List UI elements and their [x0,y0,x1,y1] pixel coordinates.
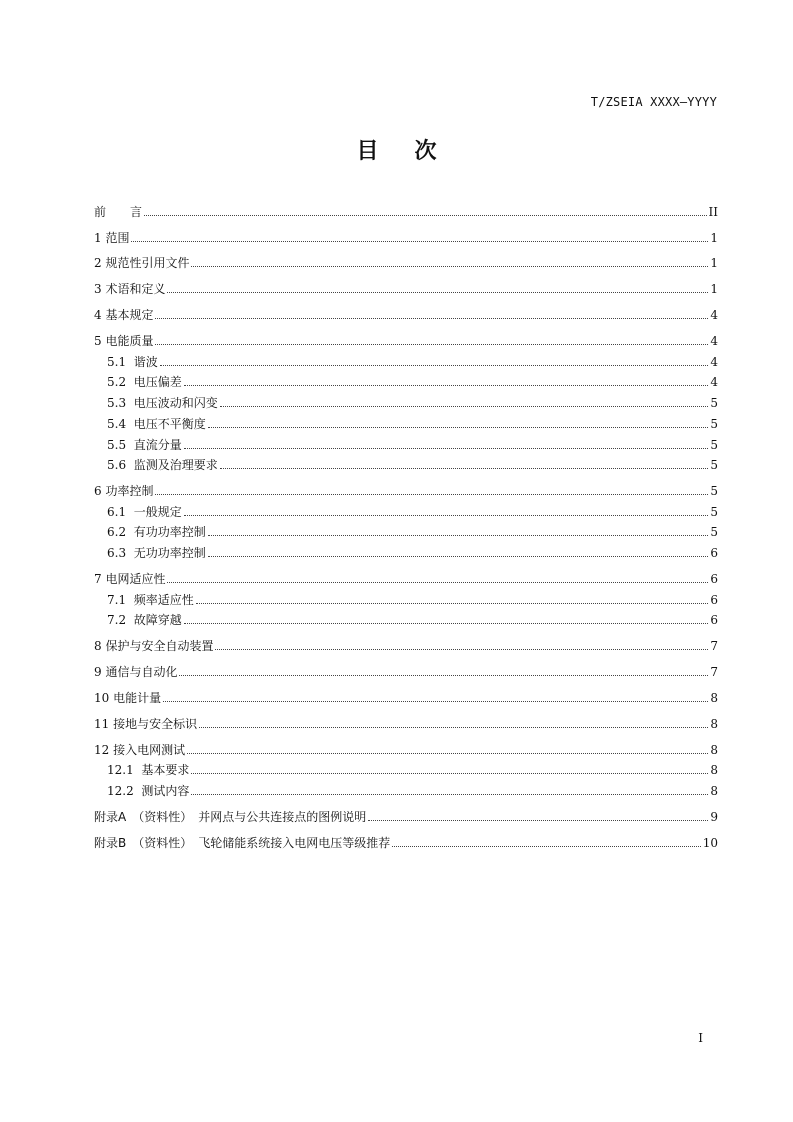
toc-entry[interactable] [94,565,718,586]
toc-entry[interactable] [94,803,718,824]
toc-dot-leader [155,494,708,495]
toc-entry-label: 5.1 谐波 [107,354,158,369]
toc-entry-page: 4 [710,308,718,323]
toc-entry-page: 8 [710,691,718,705]
toc-subentry[interactable] [94,431,718,452]
toc-entry-page: II [708,204,718,219]
toc-entry-page: 8 [710,742,718,757]
toc-entry-page: 5 [710,484,718,499]
toc-entry-label: 附录B （资料性） 飞轮储能系统接入电网电压等级推荐 [94,835,391,850]
document-code: T/ZSEIA XXXX—YYYY [590,95,717,109]
toc-entry-page: 8 [710,716,718,731]
toc-entry-label: 12 接入电网测试 [94,742,186,757]
toc-entry-label: 3 术语和定义 [94,282,166,297]
toc-entry-page: 5 [710,396,718,411]
toc-subentry[interactable] [94,777,718,798]
toc-entry[interactable] [94,829,718,850]
toc-dot-leader [220,406,709,407]
toc-entry[interactable] [94,250,718,271]
toc-dot-leader [184,515,709,516]
toc-dot-leader [187,753,708,754]
toc-subentry[interactable] [94,539,718,560]
toc-entry[interactable] [94,658,718,679]
toc-entry[interactable] [94,710,718,731]
toc-subentry[interactable] [94,348,718,369]
toc-dot-leader [131,241,708,242]
toc-dot-leader [208,427,709,428]
toc-entry-page: 1 [710,230,718,245]
toc-entry-page: 10 [702,835,718,850]
toc-entry-label: 7 电网适应性 [94,572,166,586]
toc-subentry[interactable] [94,519,718,540]
toc-entry[interactable] [94,477,718,498]
toc-dot-leader [163,701,708,702]
toc-entry-label: 10 电能计量 [94,691,162,705]
toc-dot-leader [184,448,709,449]
toc-entry-page: 6 [710,572,718,586]
toc-entry-page: 1 [710,256,718,271]
toc-entry-page: 6 [710,592,718,607]
toc-subentry[interactable] [94,498,718,519]
toc-entry-label: 6.2 有功功率控制 [107,525,206,540]
toc-entry-label: 5 电能质量 [94,334,154,349]
toc-entry-page: 4 [710,354,718,369]
toc-dot-leader [392,846,700,847]
toc-subentry[interactable] [94,389,718,410]
toc-entry-label: 6.1 一般规定 [107,504,182,519]
toc-entry-page: 5 [710,437,718,452]
toc-entry-label: 1 范围 [94,230,130,245]
toc-entry-page: 5 [710,416,718,431]
toc-entry[interactable] [94,224,718,245]
toc-entry-label: 5.6 监测及治理要求 [107,458,218,473]
toc-subentry[interactable] [94,607,718,628]
toc-entry-label: 5.3 电压波动和闪变 [107,396,218,411]
toc-dot-leader [167,292,708,293]
toc-entry-label: 7.2 故障穿越 [107,613,182,628]
toc-dot-leader [155,318,708,319]
page-number: I [698,1031,703,1045]
toc-entry-label: 前 言 [94,204,143,219]
toc-dot-leader [191,773,708,774]
toc-dot-leader [208,535,709,536]
toc-entry-page: 8 [710,763,718,778]
page-title: 目次 [356,139,473,164]
toc-entry-page: 5 [710,525,718,540]
toc-dot-leader [215,649,708,650]
toc-dot-leader [199,727,708,728]
toc-entry[interactable] [94,633,718,654]
toc-dot-leader [196,603,709,604]
toc-entry-label: 6 功率控制 [94,484,154,499]
toc-entry-page: 7 [710,665,718,680]
toc-entry-label: 6.3 无功功率控制 [107,546,206,561]
toc-subentry[interactable] [94,757,718,778]
toc-dot-leader [144,215,707,216]
toc-entry-label: 2 规范性引用文件 [94,256,190,271]
toc-entry-label: 8 保护与安全自动装置 [94,639,214,654]
toc-entry-label: 12.2 测试内容 [107,784,190,799]
toc-entry-label: 5.5 直流分量 [107,437,182,452]
toc-dot-leader [208,556,709,557]
toc-entry[interactable] [94,736,718,757]
toc-dot-leader [191,266,708,267]
toc-dot-leader [368,820,708,821]
toc-entry-page: 9 [710,810,718,824]
toc-entry-label: 9 通信与自动化 [94,665,178,680]
toc-entry-page: 6 [710,546,718,561]
toc-subentry[interactable] [94,410,718,431]
toc-entry-page: 6 [710,613,718,628]
toc-entry-page: 1 [710,282,718,297]
table-of-contents [94,198,718,850]
toc-dot-leader [155,344,708,345]
toc-entry-label: 4 基本规定 [94,308,154,323]
toc-entry-label: 12.1 基本要求 [107,763,190,778]
toc-entry-label: 5.2 电压偏差 [107,375,182,390]
toc-dot-leader [184,623,709,624]
toc-entry-page: 8 [710,784,718,799]
toc-entry-label: 5.4 电压不平衡度 [107,416,206,431]
toc-entry-label: 7.1 频率适应性 [107,592,194,607]
toc-entry[interactable] [94,198,718,219]
toc-subentry[interactable] [94,452,718,473]
toc-dot-leader [191,794,708,795]
toc-subentry[interactable] [94,369,718,390]
toc-entry-page: 4 [710,334,718,349]
toc-dot-leader [179,675,708,676]
toc-dot-leader [220,468,709,469]
toc-entry-page: 7 [710,639,718,654]
toc-dot-leader [160,365,709,366]
toc-entry[interactable] [94,684,718,705]
toc-entry[interactable] [94,302,718,323]
toc-dot-leader [184,385,709,386]
toc-entry[interactable] [94,276,718,297]
toc-dot-leader [167,582,708,583]
toc-entry-page: 5 [710,504,718,519]
toc-entry-page: 5 [710,458,718,473]
toc-entry-label: 11 接地与安全标识 [94,716,198,731]
toc-entry-label: 附录A （资料性） 并网点与公共连接点的图例说明 [94,810,367,824]
toc-entry[interactable] [94,327,718,348]
toc-entry-page: 4 [710,375,718,390]
toc-subentry[interactable] [94,586,718,607]
